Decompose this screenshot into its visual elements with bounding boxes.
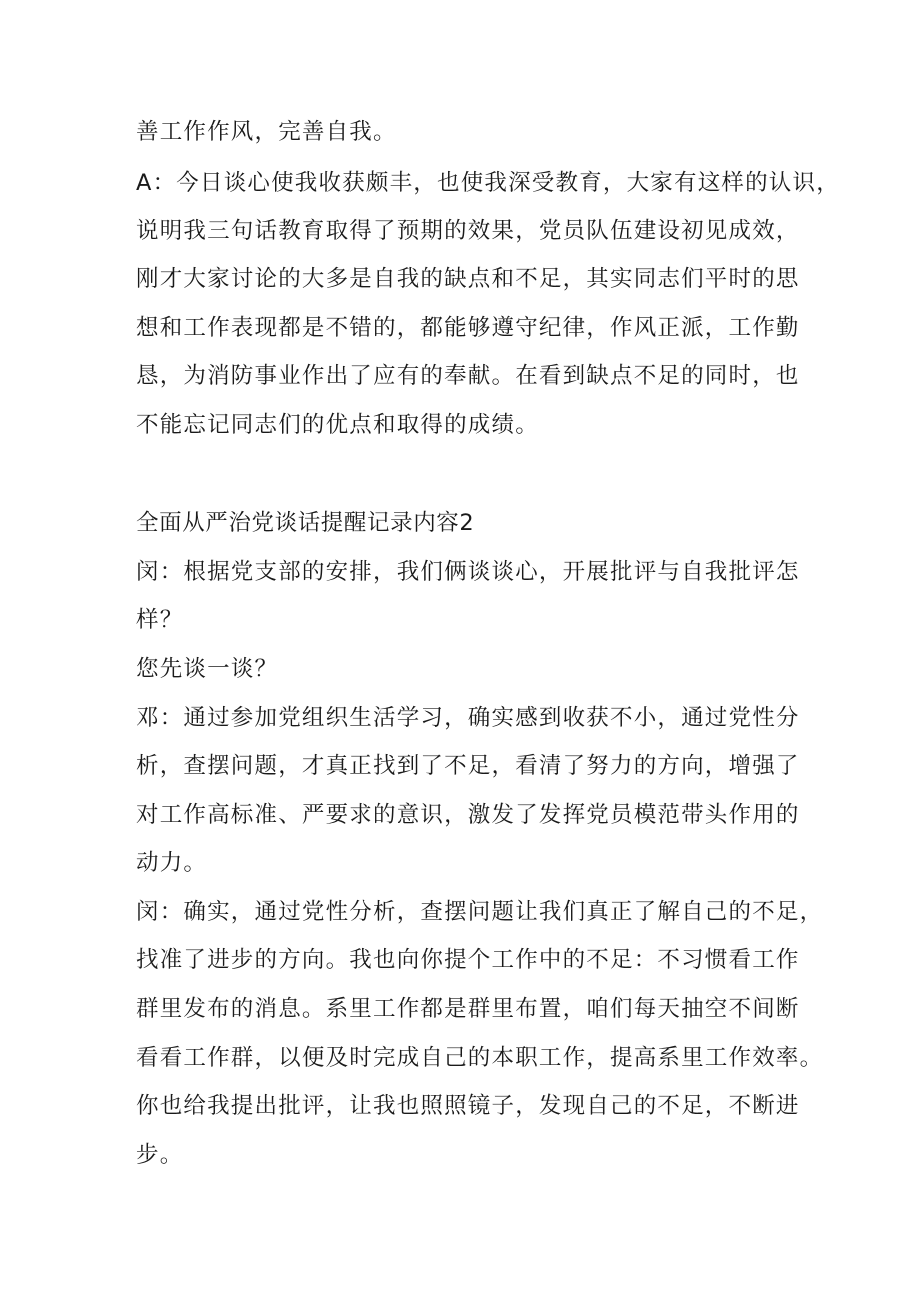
dialogue-line: 群里发布的消息。系里工作都是群里布置，咱们每天抽空不间断 xyxy=(136,996,800,1022)
dialogue-line: 看看工作群，以便及时完成自己的本职工作，提高系里工作效率。 xyxy=(136,1045,824,1071)
dialogue-line: 步。 xyxy=(136,1142,184,1168)
dialogue-line: 邓：通过参加党组织生活学习，确实感到收获不小，通过党性分 xyxy=(136,705,800,731)
dialogue-line: 闵：根据党支部的安排，我们俩谈谈心，开展批评与自我批评怎 xyxy=(136,559,800,585)
dialogue-line: 样？ xyxy=(136,607,184,633)
paragraph-line: 刚才大家讨论的大多是自我的缺点和不足，其实同志们平时的思 xyxy=(136,266,800,292)
paragraph-line: A：今日谈心使我收获颇丰，也使我深受教育，大家有这样的认识， xyxy=(136,170,840,196)
dialogue-line: 对工作高标准、严要求的意识，激发了发挥党员模范带头作用的 xyxy=(136,802,800,828)
dialogue-line: 动力。 xyxy=(136,850,208,876)
dialogue-line: 您先谈一谈？ xyxy=(136,656,279,682)
dialogue-line: 闵：确实，通过党性分析，查摆问题让我们真正了解自己的不足， xyxy=(136,899,824,925)
section-title: 全面从严治党谈话提醒记录内容2 xyxy=(136,510,475,536)
dialogue-line: 找准了进步的方向。我也向你提个工作中的不足：不习惯看工作 xyxy=(136,947,800,973)
dialogue-line: 析，查摆问题，才真正找到了不足，看清了努力的方向，增强了 xyxy=(136,753,800,779)
paragraph-line: 说明我三句话教育取得了预期的效果，党员队伍建设初见成效， xyxy=(136,218,800,244)
dialogue-line: 你也给我提出批评，让我也照照镜子，发现自己的不足，不断进 xyxy=(136,1093,800,1119)
paragraph-line: 恳，为消防事业作出了应有的奉献。在看到缺点不足的同时，也 xyxy=(136,363,800,389)
paragraph-line: 想和工作表现都是不错的，都能够遵守纪律，作风正派，工作勤 xyxy=(136,315,800,341)
paragraph-line: 善工作作风，完善自我。 xyxy=(136,119,397,145)
paragraph-line: 不能忘记同志们的优点和取得的成绩。 xyxy=(136,412,539,438)
